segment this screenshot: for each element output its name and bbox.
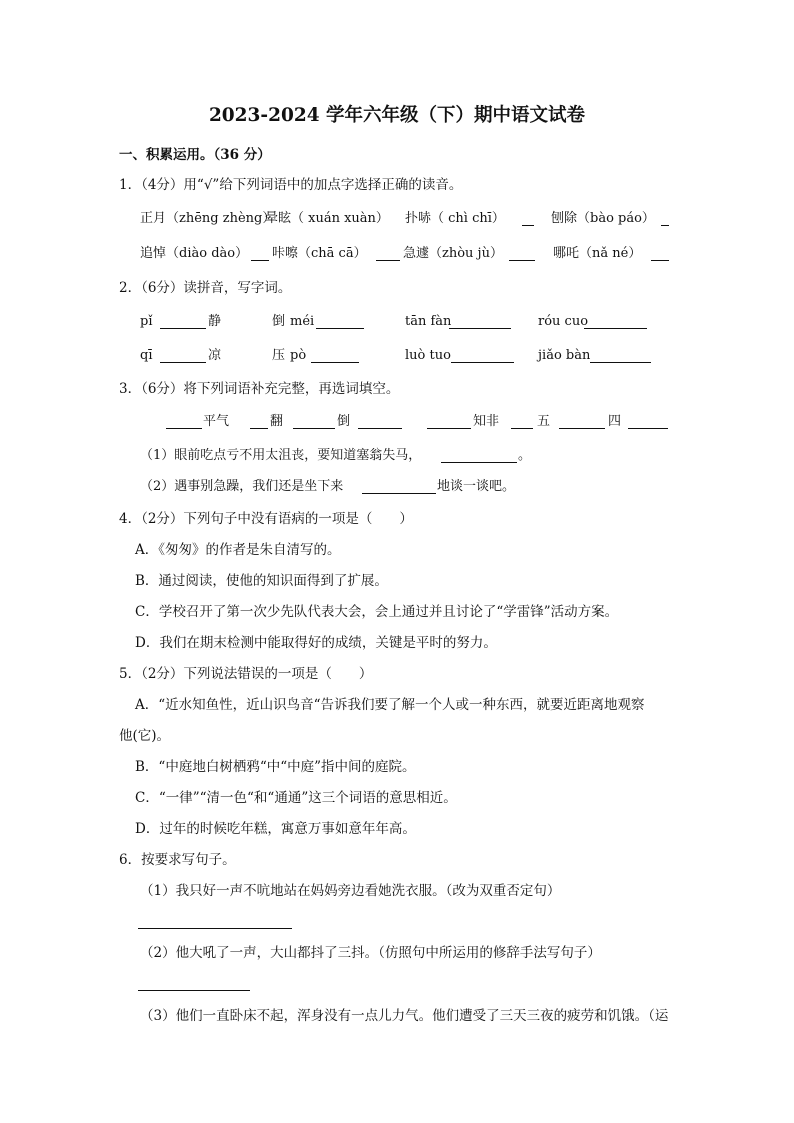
q1-item: 哪吒（nǎ né）	[553, 246, 642, 261]
option-a[interactable]: A．《匆匆》的作者是朱自清写的。	[135, 542, 341, 558]
answer-blank[interactable]	[511, 428, 533, 429]
answer-blank[interactable]	[362, 493, 436, 494]
q6-sentence-1: （1）我只好一声不吭地站在妈妈旁边看她洗衣服。（改为双重否定句）	[140, 883, 561, 899]
answer-blank[interactable]	[584, 328, 647, 329]
answer-line[interactable]	[138, 990, 250, 991]
q1-stem: 1．（4分）用“√”给下列词语中的加点字选择正确的读音。	[119, 177, 463, 193]
q1-item: 急遽（zhòu jù）	[403, 246, 503, 261]
q6-stem: 6．按要求写句子。	[119, 852, 236, 868]
answer-blank[interactable]	[160, 362, 206, 363]
pinyin: pò	[290, 348, 307, 363]
q1-item: 正月（zhēng zhèng）	[140, 211, 276, 226]
q1-item: 追悼（diào dào）	[140, 246, 249, 261]
answer-blank[interactable]	[250, 428, 268, 429]
idiom-part: 倒	[337, 414, 351, 429]
q4-stem: 4．（2分）下列句子中没有语病的一项是（ ）	[119, 511, 413, 527]
answer-blank[interactable]	[661, 225, 669, 226]
q1-item: 咔嚓（chā cā）	[272, 246, 367, 261]
word-char: 倒	[272, 314, 286, 329]
answer-blank[interactable]	[449, 328, 511, 329]
answer-blank[interactable]	[427, 428, 471, 429]
option-c[interactable]: C．学校召开了第一次少先队代表大会，会上通过并且讨论了“学雷锋”活动方案。	[135, 604, 619, 620]
answer-blank[interactable]	[293, 428, 335, 429]
answer-blank[interactable]	[509, 260, 535, 261]
answer-blank[interactable]	[376, 260, 400, 261]
q6-sentence-3: （3）他们一直卧床不起，浑身没有一点儿力气。他们遭受了三天三夜的疲劳和饥饿。（运	[140, 1008, 669, 1024]
page-title: 2023-2024 学年六年级（下）期中语文试卷	[208, 105, 586, 126]
pinyin: méi	[290, 314, 315, 329]
option-c[interactable]: C．“一律”“清一色“和“通通”这三个词语的意思相近。	[135, 790, 457, 806]
q1-item: 晕眩（ xuán xuàn）	[265, 211, 389, 226]
idiom-part: 知非	[473, 414, 500, 429]
option-a-continued: 他(它)。	[119, 728, 171, 744]
section-heading: 一、积累运用。（36 分）	[119, 147, 271, 163]
q3-stem: 3．（6分）将下列词语补充完整，再选词填空。	[119, 381, 400, 397]
answer-blank[interactable]	[590, 362, 651, 363]
word-char: 静	[208, 314, 222, 329]
q3-sentence-2: （2）遇事别急躁，我们还是坐下来	[140, 479, 344, 494]
answer-blank[interactable]	[628, 428, 668, 429]
idiom-part: 平气	[203, 414, 230, 429]
word-char: 压	[272, 348, 286, 363]
answer-line[interactable]	[138, 928, 292, 929]
idiom-part: 五	[537, 414, 551, 429]
answer-blank[interactable]	[358, 428, 402, 429]
answer-blank[interactable]	[251, 260, 269, 261]
q2-stem: 2．（6分）读拼音，写字词。	[119, 280, 292, 296]
answer-blank[interactable]	[311, 362, 359, 363]
idiom-part: 四	[608, 414, 622, 429]
answer-blank[interactable]	[166, 428, 202, 429]
answer-blank[interactable]	[441, 462, 517, 463]
answer-blank[interactable]	[522, 225, 534, 226]
answer-blank[interactable]	[651, 260, 669, 261]
q5-stem: 5．（2分）下列说法错误的一项是（ ）	[119, 666, 373, 682]
answer-blank[interactable]	[559, 428, 605, 429]
option-a[interactable]: A．“近水知鱼性，近山识鸟音“告诉我们要了解一个人或一种东西，就要近距离地观察	[135, 697, 645, 713]
pinyin: luò tuo	[405, 348, 451, 363]
pinyin: tān fàn	[405, 314, 452, 329]
pinyin: pǐ	[140, 314, 153, 329]
option-d[interactable]: D．我们在期末检测中能取得好的成绩，关键是平时的努力。	[135, 635, 497, 651]
answer-blank[interactable]	[451, 362, 514, 363]
answer-blank[interactable]	[160, 328, 206, 329]
answer-blank[interactable]	[316, 328, 364, 329]
pinyin: qī	[140, 348, 153, 363]
idiom-part: 翻	[270, 414, 284, 429]
option-b[interactable]: B．“中庭地白树栖鸦“中“中庭”指中间的庭院。	[135, 759, 416, 775]
q1-item: 刨除（bào páo）	[551, 211, 655, 226]
pinyin: róu cuo	[538, 314, 589, 329]
q3-sentence-1: （1）眼前吃点亏不用太沮丧，要知道塞翁失马，	[140, 448, 422, 463]
q3-sentence-1-end: 。	[518, 448, 532, 463]
q6-sentence-2: （2）他大吼了一声，大山都抖了三抖。（仿照句中所运用的修辞手法写句子）	[140, 945, 601, 961]
word-char: 凉	[208, 348, 222, 363]
option-b[interactable]: B．通过阅读，使他的知识面得到了扩展。	[135, 573, 388, 589]
pinyin: jiǎo bàn	[538, 348, 591, 363]
q3-sentence-2-end: 地谈一谈吧。	[437, 479, 516, 494]
q1-item: 扑哧（ chì chī）	[405, 211, 505, 226]
option-d[interactable]: D．过年的时候吃年糕，寓意万事如意年年高。	[135, 821, 416, 837]
